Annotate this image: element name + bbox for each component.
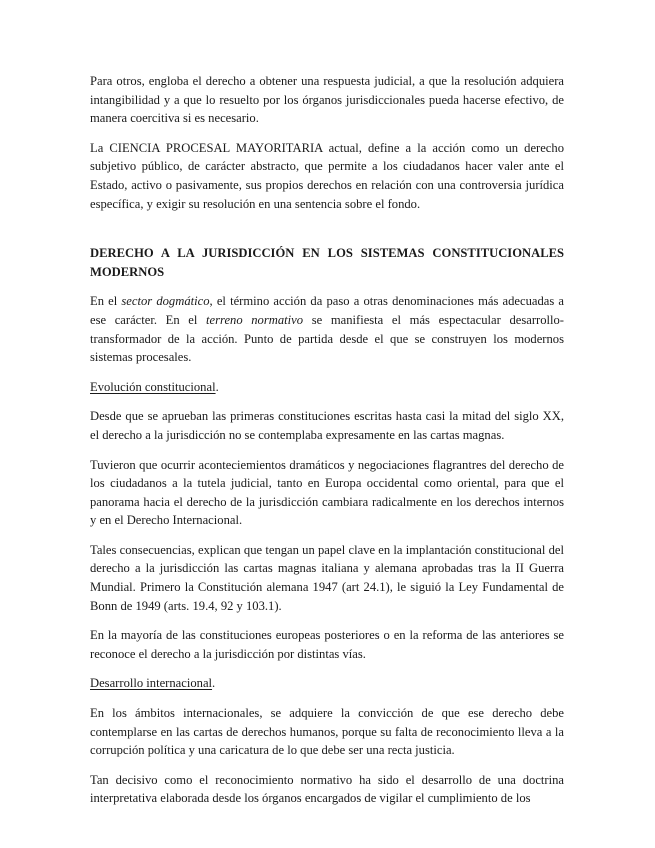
- text-run: se manifiesta el más espectacular desarrollo-transformador de la acción. Punto de partida desde el que se construyen los modernos sistemas procesales.: [90, 312, 564, 365]
- paragraph-first-constitutions: Desde que se aprueban las primeras constituciones escritas hasta casi la mitad del siglo XX, el derecho a la jurisdicción no se contemplaba expresamente en las cartas magnas.: [90, 409, 564, 442]
- subheading-international-development: Desarrollo internacional: [90, 676, 213, 691]
- paragraph-procedural-science: La CIENCIA PROCESAL MAYORITARIA actual, define a la acción como un derecho subjetivo público, de carácter abstracto, que permite a los ciudadanos hacer valer ante el Estado, activo o pasivamente, sus propios derechos en relación con una controversia jurídica específica, y exigir su resolución en una sentencia sobre el fondo.: [90, 140, 564, 211]
- paragraph-dogmatic-sector: [90, 292, 564, 366]
- subheading-constitutional-evolution-line: Evolución constitucional.: [90, 379, 219, 394]
- italic-term-normative: terreno normativo: [206, 312, 304, 327]
- paragraph-international-spheres: En los ámbitos internacionales, se adquiere la convicción de que ese derecho debe contemplarse en las cartas de derechos humanos, porque su falta de reconocimiento lleva a la corrupción política y una caricatura de lo que debe ser una recta justicia.: [90, 706, 564, 758]
- paragraph-obtain-judicial-response: Para otros, engloba el derecho a obtener una respuesta judicial, a que la resolución adquiera intangibilidad y a que lo resuelto por los órganos jurisdiccionales pueda hacerse efectivo, de manera coercitiva si es necesario.: [90, 74, 564, 126]
- subheading-constitutional-evolution: Evolución constitucional: [90, 379, 216, 394]
- paragraph-interpretative-doctrine: Tan decisivo como el reconocimiento normativo ha sido el desarrollo de una doctrina interpretativa elaborada desde los órganos encargados de vigilar el cumplimiento de los: [90, 772, 564, 806]
- paragraph-dramatic-events: Tuvieron que ocurrir aconteciemientos dramáticos y negociaciones flagrantres del derecho de los ciudadanos a la tutela judicial, tanto en Europa occidental como oriental, para que el panorama hacia el derecho de la jurisdicción cambiara radicalmente en los derechos internos y en el Derecho Internacional.: [90, 457, 564, 528]
- paragraph-european-constitutions: En la mayoría de las constituciones europeas posteriores o en la reforma de las anteriores se reconoce el derecho a la jurisdicción por distintas vías.: [90, 628, 564, 661]
- italic-term-dogmatic-sector: sector dogmático: [121, 294, 210, 309]
- paragraph-consequences: Tales consecuencias, explican que tengan un papel clave en la implantación constitucional del derecho a la jurisdicción las cartas magnas italiana y alemana aprobadas tras la II Guerra Mundial. Primero la Constitución alemana 1947 (art 24.1), le siguió la Ley Fundamental de Bonn de 1949 (arts. 19.4, 92 y 103.1).: [90, 542, 564, 613]
- section-heading: DERECHO A LA JURISDICCIÓN EN LOS SISTEMAS CONSTITUCIONALES MODERNOS: [90, 246, 564, 279]
- subheading-international-development-line: Desarrollo internacional.: [90, 676, 216, 691]
- document-page: [90, 72, 564, 819]
- text-run: En el: [90, 294, 122, 309]
- text-run: , el término acción da paso a otras denominaciones más adecuadas a ese carácter. En el: [90, 294, 564, 327]
